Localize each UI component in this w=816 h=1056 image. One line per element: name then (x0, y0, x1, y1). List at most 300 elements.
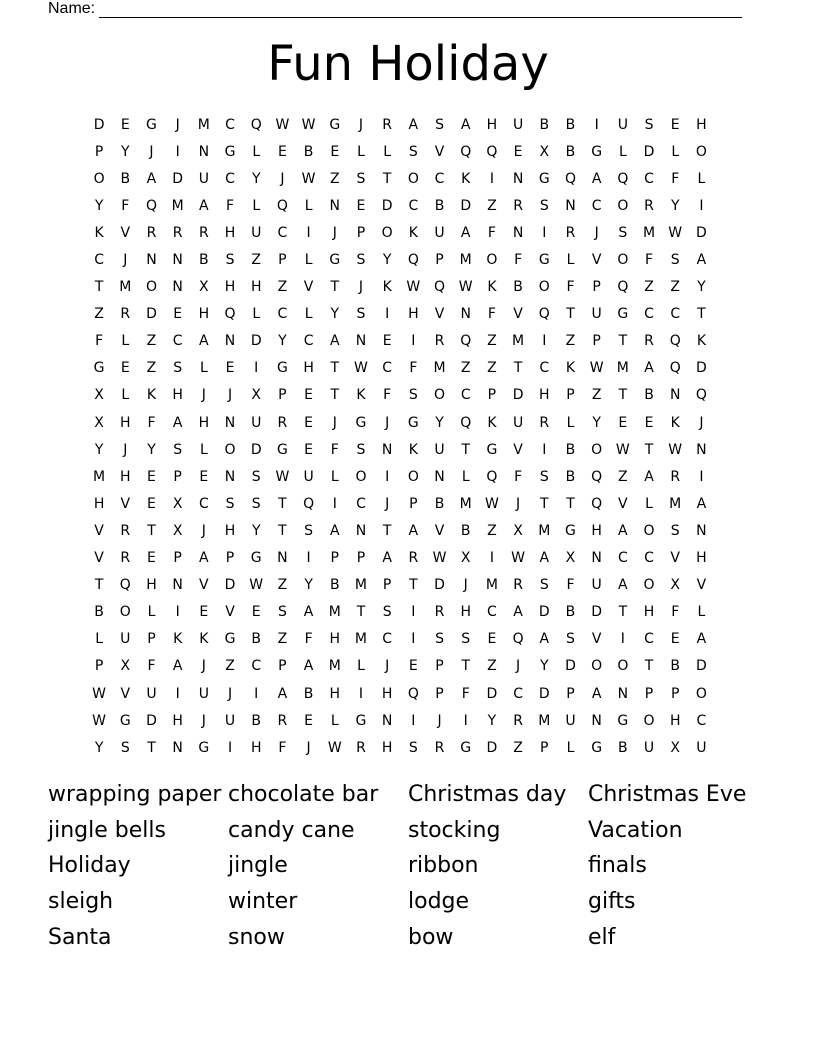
grid-letter: X (199, 279, 209, 296)
grid-letter: U (434, 224, 445, 241)
grid-letter: W (327, 739, 342, 756)
grid-letter: C (382, 631, 393, 648)
grid-letter: A (513, 604, 523, 621)
grid-letter: F (671, 604, 680, 621)
grid-letter: A (172, 658, 183, 675)
grid-letter: S (435, 116, 444, 133)
grid-letter: R (277, 712, 288, 729)
grid-letter: B (565, 441, 576, 458)
grid-letter: C (460, 387, 471, 404)
grid-letter: L (95, 631, 103, 648)
grid-letter: E (304, 387, 314, 404)
grid-letter: E (644, 414, 654, 431)
grid-letter: T (644, 441, 654, 458)
grid-letter: J (516, 495, 521, 512)
grid-letter: E (199, 604, 209, 621)
grid-letter: Y (278, 333, 287, 350)
grid-letter: E (225, 360, 235, 377)
grid-letter: C (225, 116, 235, 133)
grid-letter: F (330, 441, 339, 458)
grid-letter: R (146, 224, 157, 241)
grid-letter: Z (591, 387, 602, 404)
grid-letter: H (408, 306, 419, 323)
grid-letter: P (409, 495, 418, 512)
grid-letter: Z (487, 522, 497, 539)
grid-letter: X (172, 495, 183, 512)
grid-letter: J (516, 658, 521, 675)
grid-letter: U (591, 306, 602, 323)
grid-letter: K (199, 631, 209, 648)
grid-letter: J (201, 658, 206, 675)
grid-letter: Z (487, 333, 497, 350)
grid-letter: U (303, 468, 314, 485)
grid-letter: J (201, 387, 206, 404)
grid-letter: E (670, 631, 680, 648)
grid-letter: I (175, 604, 180, 621)
word-list-item: chocolate bar (228, 782, 379, 808)
grid-letter: W (432, 550, 447, 567)
grid-letter: A (303, 658, 314, 675)
grid-letter: X (670, 577, 681, 594)
grid-letter: F (409, 360, 418, 377)
grid-letter: V (513, 441, 523, 458)
grid-letter: D (146, 712, 157, 729)
grid-letter: D (538, 685, 550, 702)
grid-letter: M (328, 658, 341, 675)
grid-letter: H (250, 739, 262, 756)
grid-letter: B (329, 577, 340, 594)
grid-letter: N (355, 522, 367, 539)
word-list-item: jingle bells (48, 817, 166, 843)
grid-letter: R (408, 550, 419, 567)
grid-letter: O (407, 170, 419, 187)
grid-letter: P (278, 252, 287, 269)
grid-letter: Q (617, 170, 629, 187)
grid-letter: H (93, 495, 105, 512)
grid-letter: N (355, 333, 367, 350)
grid-letter: X (94, 414, 104, 431)
grid-letter: X (539, 143, 550, 160)
grid-letter: A (408, 522, 419, 539)
grid-letter: S (225, 495, 235, 512)
grid-letter: P (173, 468, 182, 485)
grid-letter: S (225, 252, 235, 269)
grid-letter: X (670, 739, 681, 756)
grid-letter: A (199, 333, 209, 350)
grid-letter: J (385, 495, 390, 512)
grid-letter: E (304, 414, 314, 431)
grid-letter: S (618, 224, 628, 241)
grid-letter: W (615, 441, 630, 458)
grid-letter: O (695, 685, 707, 702)
grid-letter: P (356, 224, 366, 241)
grid-letter: L (461, 468, 470, 485)
grid-letter: T (618, 604, 628, 621)
grid-letter: N (172, 252, 183, 269)
page-title: Fun Holiday (267, 36, 549, 92)
grid-letter: K (487, 414, 497, 431)
grid-letter: Q (250, 116, 262, 133)
grid-letter: E (304, 712, 314, 729)
grid-letter: G (407, 414, 419, 431)
grid-letter: M (642, 224, 656, 241)
grid-letter: M (669, 495, 682, 512)
grid-letter: T (330, 279, 340, 296)
grid-letter: I (254, 360, 259, 377)
grid-letter: A (408, 116, 419, 133)
grid-letter: H (486, 116, 498, 133)
grid-letter: L (304, 306, 313, 323)
grid-letter: I (306, 224, 311, 241)
grid-letter: B (303, 685, 314, 702)
grid-letter: A (644, 468, 654, 485)
grid-letter: I (411, 631, 416, 648)
grid-letter: O (145, 279, 157, 296)
grid-letter: W (458, 279, 473, 296)
grid-letter: J (385, 658, 390, 675)
grid-letter: B (434, 495, 445, 512)
grid-letter: Y (697, 279, 706, 296)
grid-letter: J (175, 116, 180, 133)
grid-letter: H (224, 224, 236, 241)
grid-letter: N (172, 739, 183, 756)
grid-letter: O (434, 387, 446, 404)
grid-letter: B (460, 522, 471, 539)
grid-letter: G (224, 143, 236, 160)
grid-letter: I (385, 468, 390, 485)
grid-letter: H (303, 360, 314, 377)
grid-letter: Z (565, 333, 576, 350)
grid-letter: T (540, 495, 549, 512)
grid-letter: H (460, 604, 471, 621)
grid-letter: J (437, 712, 442, 729)
grid-letter: D (250, 333, 262, 350)
grid-letter: L (697, 604, 706, 621)
grid-letter: S (251, 495, 261, 512)
grid-letter: G (250, 550, 262, 567)
grid-letter: W (484, 495, 499, 512)
grid-letter: P (592, 279, 601, 296)
grid-letter: V (591, 252, 602, 269)
grid-letter: J (699, 414, 704, 431)
grid-letter: N (696, 441, 707, 458)
grid-letter: W (301, 116, 316, 133)
grid-letter: N (224, 333, 236, 350)
grid-letter: G (119, 712, 131, 729)
grid-letter: F (383, 387, 392, 404)
grid-letter: Y (435, 414, 444, 431)
grid-letter: L (121, 333, 130, 350)
word-list-item: wrapping paper (48, 782, 222, 808)
grid-letter: V (670, 550, 680, 567)
grid-letter: S (356, 441, 366, 458)
grid-letter: K (565, 360, 576, 377)
grid-letter: O (224, 441, 236, 458)
grid-letter: P (147, 631, 156, 648)
letter-grid (86, 111, 715, 761)
grid-letter: O (93, 170, 105, 187)
grid-letter: T (147, 522, 156, 539)
grid-letter: M (354, 577, 368, 594)
grid-letter: Z (94, 306, 104, 323)
grid-letter: Y (382, 252, 392, 269)
grid-letter: M (512, 333, 525, 350)
grid-letter: Q (617, 279, 629, 296)
grid-letter: I (699, 197, 704, 214)
grid-letter: J (123, 441, 128, 458)
grid-letter: Y (147, 441, 156, 458)
grid-letter: W (275, 116, 290, 133)
name-label: Name: (48, 0, 96, 17)
grid-letter: W (92, 685, 107, 702)
grid-letter: G (538, 170, 550, 187)
grid-letter: B (565, 116, 576, 133)
grid-letter: J (332, 414, 337, 431)
grid-letter: C (225, 170, 235, 187)
grid-letter: U (643, 739, 655, 756)
grid-letter: A (146, 170, 157, 187)
grid-letter: R (120, 522, 131, 539)
grid-letter: X (172, 522, 183, 539)
grid-letter: Z (225, 658, 235, 675)
grid-letter: N (434, 468, 445, 485)
name-blank-line[interactable] (99, 3, 742, 18)
grid-letter: R (382, 116, 393, 133)
grid-letter: E (382, 333, 392, 350)
grid-letter: A (329, 522, 340, 539)
grid-letter: U (512, 116, 524, 133)
grid-letter: N (224, 414, 236, 431)
grid-letter: N (669, 387, 681, 404)
grid-letter: G (355, 712, 367, 729)
grid-letter: F (487, 224, 496, 241)
grid-letter: R (565, 224, 576, 241)
grid-letter: X (565, 550, 576, 567)
grid-letter: I (306, 550, 311, 567)
grid-letter: B (565, 143, 576, 160)
grid-letter: O (695, 143, 707, 160)
word-list-item: lodge (408, 889, 470, 915)
grid-letter: B (94, 604, 104, 621)
grid-letter: J (463, 577, 468, 594)
name-field[interactable] (48, 0, 742, 18)
grid-letter: B (565, 468, 576, 485)
grid-letter: N (591, 712, 602, 729)
grid-letter: N (381, 441, 393, 458)
grid-letter: G (224, 631, 236, 648)
grid-letter: W (406, 279, 421, 296)
grid-letter: N (617, 685, 629, 702)
grid-letter: P (487, 387, 497, 404)
grid-letter: L (566, 739, 575, 756)
grid-letter: S (461, 631, 471, 648)
grid-letter: F (121, 197, 130, 214)
grid-letter: S (120, 739, 130, 756)
grid-letter: G (329, 252, 341, 269)
grid-letter: S (408, 739, 418, 756)
grid-letter: C (670, 306, 681, 323)
grid-letter: D (381, 197, 393, 214)
grid-letter: M (119, 279, 132, 296)
grid-letter: N (172, 577, 183, 594)
grid-letter: P (330, 550, 339, 567)
grid-letter: R (172, 224, 183, 241)
grid-letter: Y (94, 739, 104, 756)
grid-letter: N (460, 306, 471, 323)
grid-letter: Q (460, 143, 472, 160)
grid-letter: E (618, 414, 628, 431)
grid-letter: J (594, 224, 599, 241)
grid-letter: Q (407, 685, 419, 702)
grid-letter: S (435, 631, 444, 648)
grid-letter: D (224, 577, 236, 594)
grid-letter: K (696, 333, 706, 350)
grid-letter: Q (303, 495, 315, 512)
word-list-item: Christmas day (408, 782, 567, 808)
grid-letter: J (227, 387, 233, 404)
grid-letter: W (354, 360, 368, 377)
grid-letter: Q (512, 631, 524, 648)
word-list-item: finals (588, 853, 647, 879)
grid-letter: D (696, 224, 707, 241)
grid-letter: S (173, 360, 183, 377)
grid-letter: C (487, 604, 497, 621)
grid-letter: E (251, 604, 261, 621)
grid-letter: E (120, 116, 130, 133)
grid-letter: T (330, 387, 340, 404)
grid-letter: T (147, 739, 156, 756)
grid-letter: Y (304, 577, 313, 594)
grid-letter: L (697, 170, 706, 187)
word-list-item: Santa (48, 924, 112, 950)
grid-letter: E (120, 360, 130, 377)
grid-letter: A (303, 604, 314, 621)
grid-letter: H (381, 739, 393, 756)
grid-letter: P (94, 143, 104, 160)
grid-letter: L (671, 143, 680, 160)
grid-letter: C (94, 252, 104, 269)
grid-letter: P (592, 333, 601, 350)
grid-letter: B (565, 604, 576, 621)
grid-letter: K (461, 170, 471, 187)
grid-letter: Q (564, 170, 576, 187)
grid-letter: I (542, 224, 547, 241)
grid-letter: B (120, 170, 131, 187)
grid-letter: W (92, 712, 107, 729)
grid-letter: E (304, 441, 314, 458)
grid-letter: T (409, 577, 418, 594)
grid-letter: B (434, 197, 445, 214)
grid-letter: I (227, 739, 233, 756)
grid-letter: U (146, 685, 157, 702)
grid-letter: N (224, 468, 236, 485)
grid-letter: Y (330, 306, 340, 323)
grid-letter: V (120, 224, 131, 241)
grid-letter: I (411, 333, 416, 350)
grid-letter: I (411, 604, 416, 621)
grid-letter: D (696, 360, 707, 377)
grid-letter: T (618, 333, 628, 350)
grid-letter: H (591, 522, 602, 539)
grid-letter: P (670, 685, 680, 702)
grid-letter: C (644, 170, 654, 187)
grid-letter: U (512, 414, 524, 431)
grid-letter: S (173, 441, 183, 458)
grid-letter: N (512, 224, 524, 241)
grid-letter: V (591, 631, 602, 648)
grid-letter: F (566, 577, 575, 594)
grid-letter: D (93, 116, 105, 133)
grid-letter: V (434, 522, 445, 539)
grid-letter: A (460, 224, 471, 241)
grid-letter: V (434, 143, 445, 160)
grid-letter: H (539, 387, 550, 404)
grid-letter: P (540, 739, 549, 756)
grid-letter: A (539, 550, 550, 567)
grid-letter: O (381, 224, 393, 241)
grid-letter: A (696, 252, 707, 269)
grid-letter: Y (251, 522, 261, 539)
grid-letter: O (617, 197, 629, 214)
grid-letter: I (411, 712, 416, 729)
grid-letter: F (487, 306, 496, 323)
grid-letter: S (408, 387, 418, 404)
grid-letter: N (146, 252, 157, 269)
grid-letter: O (617, 252, 629, 269)
grid-letter: C (382, 360, 393, 377)
grid-letter: V (120, 685, 131, 702)
grid-letter: Z (487, 197, 497, 214)
grid-letter: C (434, 170, 445, 187)
grid-letter: Y (94, 197, 104, 214)
grid-letter: W (511, 550, 526, 567)
grid-letter: Y (121, 143, 130, 160)
grid-letter: E (147, 495, 156, 512)
grid-letter: X (251, 387, 262, 404)
grid-letter: T (618, 387, 628, 404)
grid-letter: A (618, 522, 628, 539)
grid-letter: A (199, 197, 209, 214)
grid-letter: O (643, 577, 655, 594)
grid-letter: V (94, 550, 104, 567)
grid-letter: H (329, 631, 341, 648)
grid-letter: C (696, 712, 707, 729)
grid-letter: A (696, 631, 707, 648)
grid-letter: G (276, 360, 288, 377)
grid-letter: Y (540, 658, 549, 675)
grid-letter: M (93, 468, 106, 485)
grid-letter: L (330, 468, 339, 485)
grid-letter: L (383, 143, 392, 160)
grid-letter: G (486, 441, 498, 458)
grid-letter: A (277, 685, 288, 702)
grid-letter: M (197, 116, 210, 133)
grid-letter: C (303, 333, 314, 350)
grid-letter: B (644, 387, 654, 404)
grid-letter: K (487, 279, 497, 296)
grid-letter: S (539, 577, 549, 594)
grid-letter: Z (329, 170, 340, 187)
grid-letter: F (304, 631, 313, 648)
grid-letter: L (199, 360, 208, 377)
grid-letter: O (591, 441, 603, 458)
grid-letter: B (670, 658, 681, 675)
grid-letter: G (460, 739, 472, 756)
grid-letter: U (565, 712, 576, 729)
grid-letter: Z (277, 577, 288, 594)
grid-letter: H (172, 387, 183, 404)
grid-letter: Z (644, 279, 654, 296)
